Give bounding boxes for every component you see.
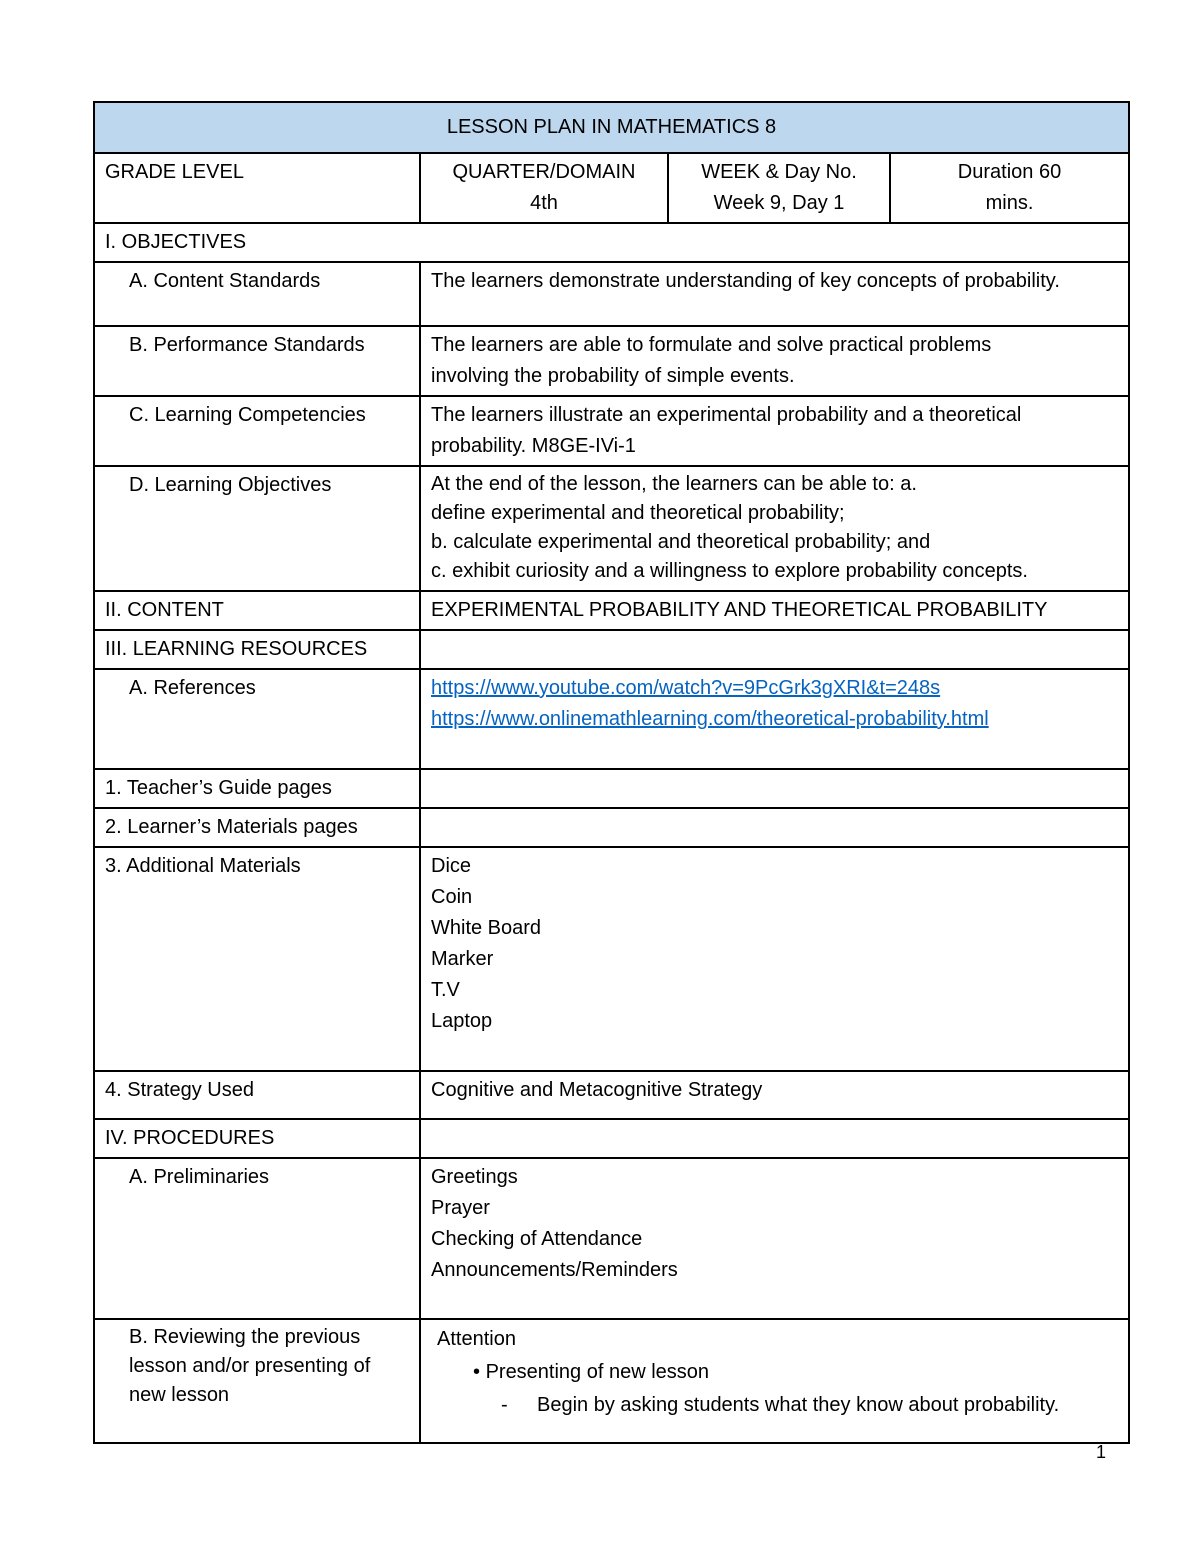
dash-text: Begin by asking students what they know about probability.: [537, 1394, 1060, 1416]
list-item: Prayer: [431, 1197, 490, 1219]
content-text: EXPERIMENTAL PROBABILITY AND THEORETICAL PROBABILITY: [420, 591, 1129, 630]
learning-objectives-row: [94, 466, 1129, 591]
list-item: Coin: [431, 886, 473, 908]
resources-heading: III. LEARNING RESOURCES: [94, 630, 420, 669]
list-item: Greetings: [431, 1166, 518, 1188]
strategy-label: 4. Strategy Used: [94, 1071, 420, 1119]
content-standards-row: [94, 262, 1129, 326]
list-item: Dice: [431, 855, 472, 877]
text-line: B. Reviewing the previous: [129, 1326, 361, 1348]
week-value: Week 9, Day 1: [713, 192, 845, 214]
list-item: Announcements/Reminders: [431, 1259, 678, 1281]
bullet-icon: •: [473, 1361, 486, 1383]
learners-materials-row: [94, 808, 1129, 847]
teachers-guide-row: [94, 769, 1129, 808]
quarter-cell: [420, 153, 668, 223]
content-row: [94, 591, 1129, 630]
content-heading: II. CONTENT: [94, 591, 420, 630]
header-info-row: [94, 153, 1129, 223]
list-item: Marker: [431, 948, 494, 970]
text-line: involving the probability of simple events.: [431, 365, 795, 387]
learning-objectives-text: [420, 466, 1129, 591]
dash-item: [437, 1389, 1118, 1422]
learning-competencies-text: [420, 396, 1129, 466]
lesson-plan-title: LESSON PLAN IN MATHEMATICS 8: [94, 102, 1129, 153]
performance-standards-label: B. Performance Standards: [94, 326, 420, 396]
resources-heading-row: [94, 630, 1129, 669]
quarter-value: 4th: [530, 192, 558, 214]
preliminaries-list: [420, 1158, 1129, 1319]
text-line: lesson and/or presenting of: [129, 1355, 371, 1377]
lesson-plan-table: [93, 101, 1130, 1444]
duration-line-2: mins.: [985, 192, 1034, 214]
text-line: At the end of the lesson, the learners can be able to: a.: [431, 473, 917, 495]
reference-link[interactable]: https://www.onlinemathlearning.com/theoretical-probability.html: [431, 708, 989, 730]
title-row: [94, 102, 1129, 153]
week-cell: [668, 153, 890, 223]
text-line: The learners are able to formulate and solve practical problems: [431, 334, 992, 356]
duration-line-1: Duration 60: [957, 161, 1062, 183]
references-label: A. References: [94, 669, 420, 769]
reference-link[interactable]: https://www.youtube.com/watch?v=9PcGrk3gXRI&t=248s: [431, 677, 941, 699]
week-label: WEEK & Day No.: [701, 161, 857, 183]
procedures-heading: IV. PROCEDURES: [94, 1119, 420, 1158]
bullet-text: Presenting of new lesson: [485, 1361, 710, 1383]
strategy-row: [94, 1071, 1129, 1119]
list-item: Laptop: [431, 1010, 493, 1032]
additional-materials-label: 3. Additional Materials: [94, 847, 420, 1071]
references-row: [94, 669, 1129, 769]
content-standards-label: A. Content Standards: [94, 262, 420, 326]
performance-standards-text: [420, 326, 1129, 396]
empty-cell: [420, 630, 1129, 669]
text-line: c. exhibit curiosity and a willingness to explore probability concepts.: [431, 560, 1028, 582]
attention-heading: Attention: [437, 1328, 516, 1350]
learning-objectives-label: D. Learning Objectives: [94, 466, 420, 591]
additional-materials-row: [94, 847, 1129, 1071]
references-cell: [420, 669, 1129, 769]
procedures-heading-row: [94, 1119, 1129, 1158]
list-item: Checking of Attendance: [431, 1228, 643, 1250]
grade-level-label: GRADE LEVEL: [94, 153, 420, 223]
text-line: define experimental and theoretical probability;: [431, 502, 845, 524]
text-line: b. calculate experimental and theoretical probability; and: [431, 531, 931, 553]
list-item: T.V: [431, 979, 460, 1001]
empty-cell: [420, 769, 1129, 808]
performance-standards-row: [94, 326, 1129, 396]
objectives-heading: I. OBJECTIVES: [94, 223, 1129, 262]
empty-cell: [420, 808, 1129, 847]
text-line: The learners illustrate an experimental probability and a theoretical: [431, 404, 1022, 426]
learners-materials-label: 2. Learner’s Materials pages: [94, 808, 420, 847]
text-line: probability. M8GE-IVi-1: [431, 435, 636, 457]
duration-cell: [890, 153, 1129, 223]
reviewing-row: [94, 1319, 1129, 1443]
preliminaries-row: [94, 1158, 1129, 1319]
teachers-guide-label: 1. Teacher’s Guide pages: [94, 769, 420, 808]
objectives-heading-row: [94, 223, 1129, 262]
quarter-label: QUARTER/DOMAIN: [452, 161, 636, 183]
additional-materials-list: [420, 847, 1129, 1071]
reviewing-label: [94, 1319, 420, 1443]
dash-icon: -: [501, 1394, 508, 1416]
list-item: White Board: [431, 917, 542, 939]
preliminaries-label: A. Preliminaries: [94, 1158, 420, 1319]
learning-competencies-row: [94, 396, 1129, 466]
learning-competencies-label: C. Learning Competencies: [94, 396, 420, 466]
content-standards-text: The learners demonstrate understanding of key concepts of probability.: [420, 262, 1129, 326]
strategy-text: Cognitive and Metacognitive Strategy: [420, 1071, 1129, 1119]
page-number: 1: [1096, 1442, 1107, 1462]
reviewing-content: [420, 1319, 1129, 1443]
empty-cell: [420, 1119, 1129, 1158]
bullet-item: [437, 1356, 1118, 1389]
text-line: new lesson: [129, 1384, 230, 1406]
